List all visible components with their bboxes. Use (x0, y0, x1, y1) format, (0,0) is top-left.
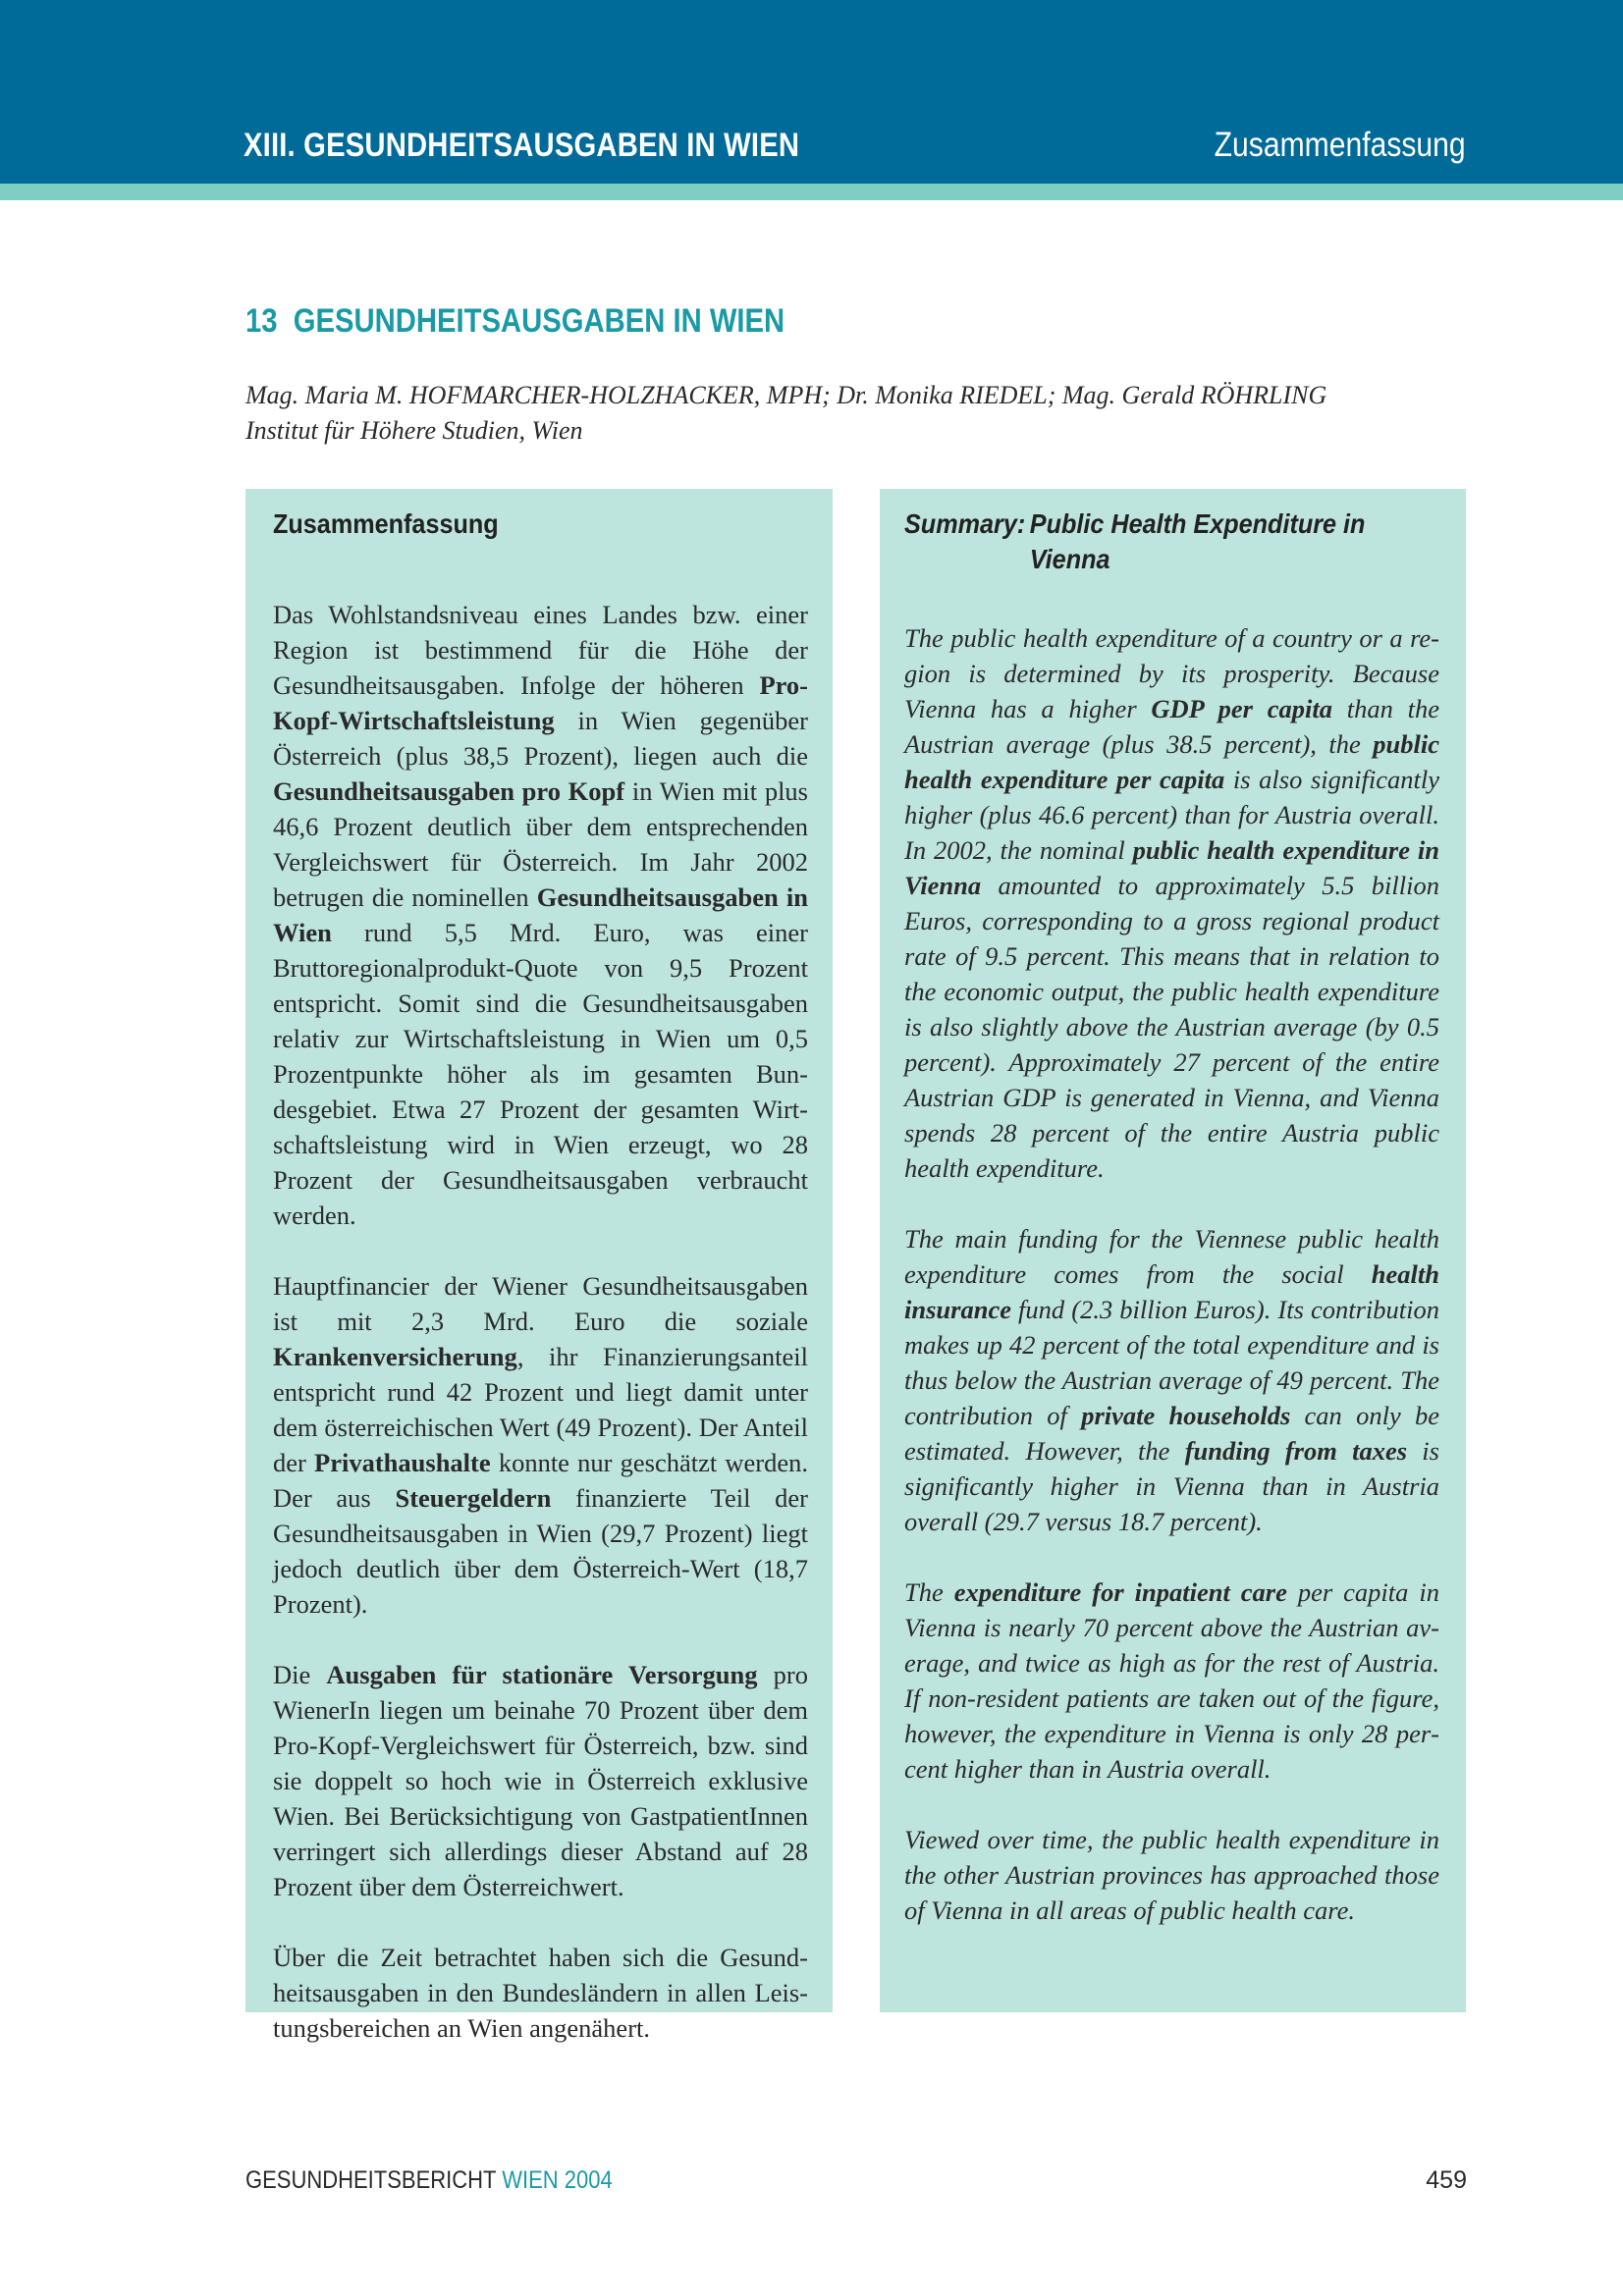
paragraph-text: than the Austrian average (plus 38.5 percent), the (904, 694, 1439, 759)
header-stripe (0, 184, 1623, 200)
emphasis-text: GDP per capita (1151, 694, 1332, 723)
article-title: GESUNDHEITSAUSGABEN IN WIEN (293, 302, 785, 340)
footer-report-name (245, 2163, 613, 2197)
summary-paragraph (273, 597, 808, 1233)
paragraph-text: The (904, 1577, 954, 1607)
summary-paragraph (904, 620, 1439, 1186)
article-number: 13 (245, 302, 278, 340)
chapter-title: XIII. GESUNDHEITSAUSGABEN IN WIEN (243, 127, 800, 164)
paragraph-text: in Wien mit plus 46,6 Prozent deutlich über dem entsprechenden Vergleichswert für Österreich. Im Jahr 2002 betrugen die nominellen (273, 776, 808, 912)
summary-paragraph (904, 1221, 1439, 1539)
page-number: 459 (1426, 2166, 1467, 2194)
summary-paragraph (273, 1268, 808, 1622)
summary-paragraph (273, 1657, 808, 1904)
institution-line: Institut für Höhere Studien, Wien (245, 416, 583, 445)
summary-body-german (273, 597, 808, 2046)
paragraph-text: per capita in Vienna is nearly 70 percent above the Austrian average, and twice as high as for the rest of Austria. If non-resident patients are taken out of the figure, however, the expenditure in Vienna is only 28 percent higher than in Austria overall. (904, 1577, 1439, 1784)
summary-title-english (904, 507, 1386, 577)
paragraph-text: in Wien gegenüber Österreich (plus 38,5 Prozent), liegen auch die (273, 706, 808, 771)
summary-title-line1: Public Health Expenditure in (1029, 508, 1366, 539)
paragraph-text: fund (2.3 billion Euros). Its contribution makes up 42 percent of the total expenditure and is thus below the Austrian average of 49 percent. The contribution of (904, 1295, 1439, 1430)
emphasis-text: Pro-Kopf-Wirtschaftsleistung (273, 670, 808, 735)
paragraph-text: The main funding for the Viennese public health expenditure comes from the social (904, 1224, 1439, 1289)
paragraph-text: rund 5,5 Mrd. Euro, was einer Bruttoregionalprodukt-Quote von 9,5 Prozent entspricht. Somit sind die Gesundheitsausgaben relativ zur Wirtschaftsleistung in Wien um 0,5 Prozentpunkte höher als im gesamten Bundesgebiet. Etwa 27 Prozent der gesamten Wirtschaftsleistung wird in Wien erzeugt, wo 28 Prozent der Gesundheitsausgaben verbraucht werden. (273, 918, 808, 1230)
authors-line: Mag. Maria M. HOFMARCHER-HOLZHACKER, MPH; Dr. Monika RIEDEL; Mag. Gerald RÖHRLING (245, 381, 1327, 409)
paragraph-text: , ihr Finanzierungsanteil entspricht rund 42 Prozent und liegt damit unter dem österreichischen Wert (49 Prozent). Der Anteil der (273, 1342, 808, 1477)
emphasis-text: Krankenversicherung (273, 1342, 517, 1371)
summary-paragraph (273, 1940, 808, 2046)
paragraph-text: Das Wohlstandsniveau eines Landes bzw. einer Region ist bestimmend für die Höhe der Gesundheitsausgaben. Infolge der höheren (273, 600, 808, 700)
paragraph-text: The public health expenditure of a country or a region is determined by its prosperity. Because Vienna has a higher (904, 623, 1439, 723)
summary-title-german: Zusammenfassung (273, 508, 499, 539)
paragraph-text: is also significantly higher (plus 46.6 percent) than for Austria overall. In 2002, the nominal (904, 765, 1439, 865)
summary-title-line2: Vienna (1029, 544, 1110, 574)
emphasis-text: Gesundheitsausgaben pro Kopf (273, 776, 625, 806)
emphasis-text: Steuergeldern (395, 1483, 552, 1513)
section-label: Zusammenfassung (1215, 126, 1466, 164)
summary-box-english (880, 489, 1466, 2012)
footer-report-accent: WIEN 2004 (502, 2166, 613, 2194)
paragraph-text: amounted to approximately 5.5 billion Euros, corresponding to a gross regional product rate of 9.5 percent. This means that in relation to the economic output, the public health expenditure is also slightly above the Austrian average (by 0.5 percent). Approximately 27 percent of the entire Austrian GDP is generated in Vienna, and Vienna spends 28 percent of the entire Austria public health expenditure. (904, 871, 1439, 1183)
footer-report-label: GESUNDHEITSBERICHT (245, 2166, 497, 2194)
emphasis-text: public health expenditure in Vienna (904, 835, 1440, 900)
summary-paragraph (904, 1822, 1439, 1928)
paragraph-text: Viewed over time, the public health expenditure in the other Austrian provinces has approached those of Vienna in all areas of public health care. (904, 1825, 1439, 1925)
article-heading (245, 300, 784, 342)
emphasis-text: public health expenditure per capita (904, 729, 1439, 794)
summary-title-label: Summary: (904, 508, 1026, 539)
paragraph-text: can only be estimated. However, the (904, 1401, 1440, 1466)
emphasis-text: private households (1081, 1401, 1291, 1430)
paragraph-text: Hauptfinancier der Wiener Gesundheitsausgaben ist mit 2,3 Mrd. Euro die soziale (273, 1271, 808, 1336)
emphasis-text: Gesundheitsausgaben in Wien (273, 882, 808, 947)
summary-paragraph (904, 1575, 1439, 1787)
author-block (245, 378, 1424, 449)
emphasis-text: Privathaushalte (314, 1448, 491, 1477)
emphasis-text: Ausgaben für stationäre Versorgung (326, 1660, 758, 1689)
paragraph-text: Die (273, 1660, 327, 1689)
emphasis-text: health insurance (904, 1259, 1439, 1324)
paragraph-text: Über die Zeit betrachtet haben sich die Gesundheitsausgaben in den Bundesländern in allen Leistungsbereichen an Wien angenähert. (273, 1943, 808, 2043)
paragraph-text: is significantly higher in Vienna than in Austria overall (29.7 versus 18.7 percent). (904, 1436, 1439, 1536)
paragraph-text: finanzierte Teil der Gesundheitsausgaben in Wien (29,7 Prozent) liegt jedoch deutlich über dem Österreich-Wert (18,7 Prozent). (273, 1483, 808, 1619)
paragraph-text: pro WienerIn liegen um beinahe 70 Prozent über dem Pro-Kopf-Vergleichswert für Österreich, bzw. sind sie doppelt so hoch wie in Österreich exklusive Wien. Bei Berücksichtigung von GastpatientInnen verringert sich allerdings dieser Abstand auf 28 Prozent über dem Österreichwert. (273, 1660, 808, 1901)
summary-box-german (245, 489, 833, 2043)
emphasis-text: funding from taxes (1184, 1436, 1408, 1466)
emphasis-text: expenditure for inpatient care (953, 1577, 1287, 1607)
summary-body-english (904, 620, 1439, 1928)
paragraph-text: konnte nur geschätzt werden. Der aus (273, 1448, 808, 1513)
